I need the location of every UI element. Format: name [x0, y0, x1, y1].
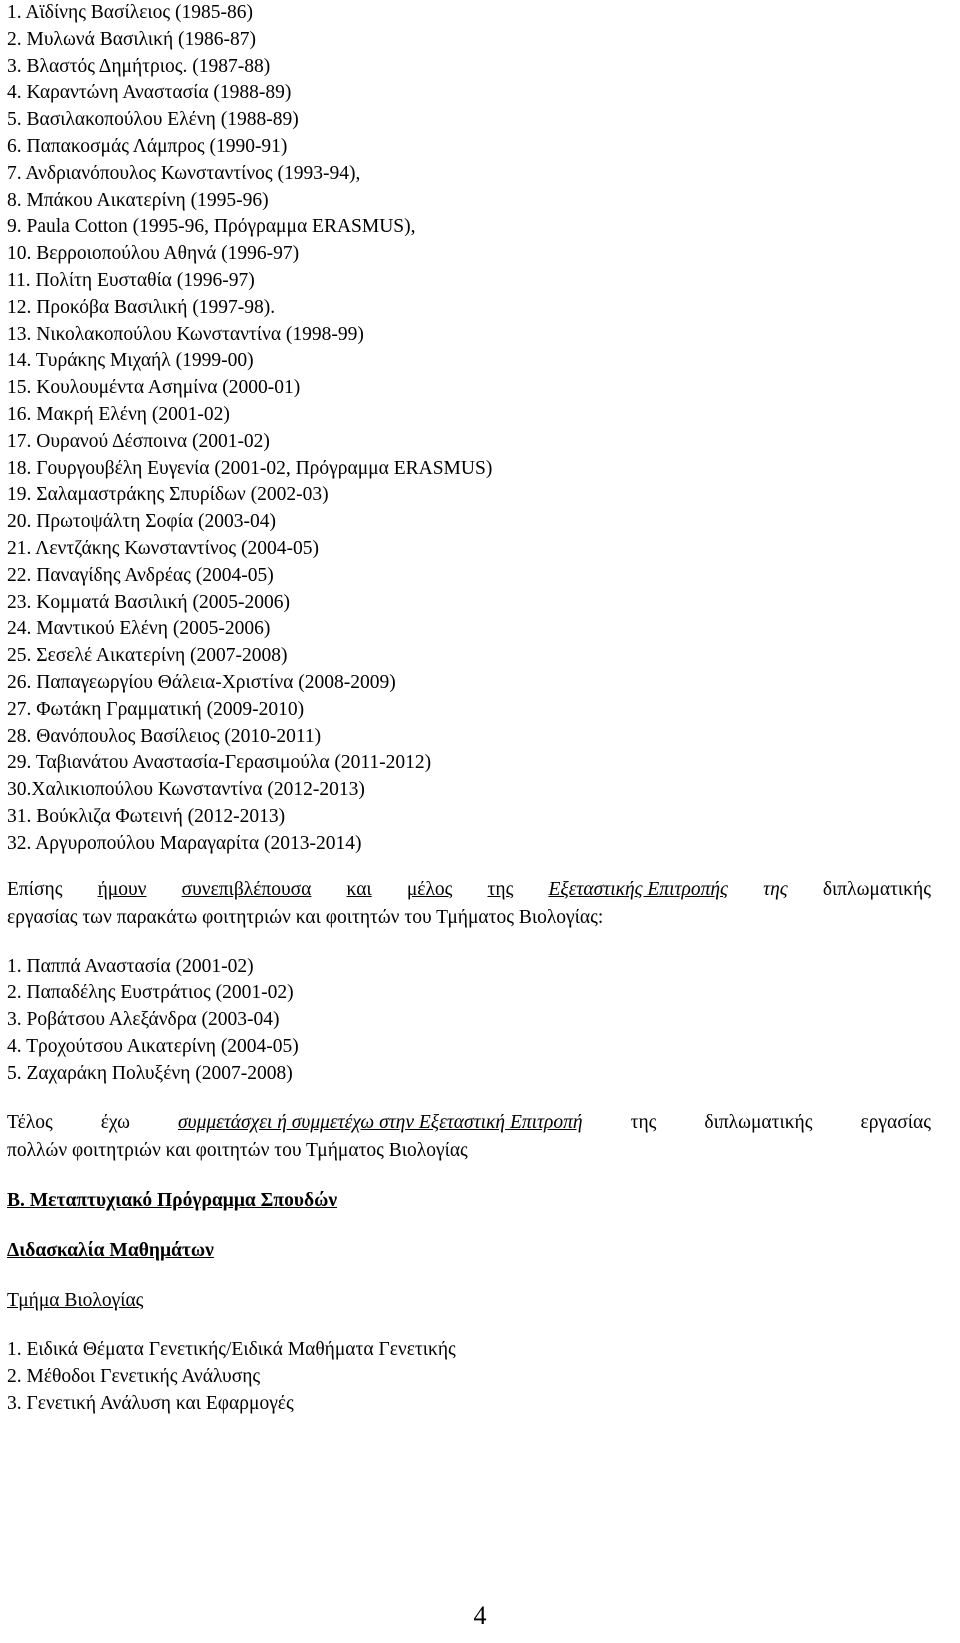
- list-item: 5. Ζαχαράκη Πολυξένη (2007-2008): [7, 1062, 293, 1084]
- list-item: 4. Καραντώνη Αναστασία (1988-89): [7, 82, 292, 104]
- list-item: 11. Πολίτη Ευσταθία (1996-97): [7, 269, 255, 291]
- list-item: 6. Παπακοσμάς Λάμπρος (1990-91): [7, 135, 288, 157]
- list-item: 14. Τυράκης Μιχαήλ (1999-00): [7, 350, 254, 372]
- list-item: 4. Τροχούτσου Αικατερίνη (2004-05): [7, 1035, 299, 1057]
- list-item: 29. Ταβιανάτου Αναστασία-Γερασιμούλα (2011-2012): [7, 752, 432, 774]
- list-item: 20. Πρωτοψάλτη Σοφία (2003-04): [7, 511, 276, 533]
- teaching-heading: Διδασκαλία Μαθημάτων: [7, 1240, 214, 1262]
- supervised-theses-list: [7, 0, 953, 858]
- list-item: 1. Παππά Αναστασία (2001-02): [7, 955, 254, 977]
- list-item: 2. Παπαδέλης Ευστράτιος (2001-02): [7, 982, 294, 1004]
- list-item: 25. Σεσελέ Αικατερίνη (2007-2008): [7, 645, 288, 667]
- page-number: 4: [473, 1601, 487, 1630]
- list-item: 30.Χαλικιοπούλου Κωνσταντίνα (2012-2013): [7, 779, 365, 801]
- list-item: 8. Μπάκου Αικατερίνη (1995-96): [7, 189, 269, 211]
- list-item: 26. Παπαγεωργίου Θάλεια-Χριστίνα (2008-2009): [7, 671, 396, 693]
- list-item: 13. Νικολακοπούλου Κωνσταντίνα (1998-99): [7, 323, 364, 345]
- courses-list: [7, 1337, 953, 1417]
- co-supervised-theses-list: [7, 954, 953, 1088]
- section-b-heading: Β. Μεταπτυχιακό Πρόγραμμα Σπουδών: [7, 1190, 338, 1212]
- list-item: 3. Ροβάτσου Αλεξάνδρα (2003-04): [7, 1009, 280, 1031]
- list-item: 12. Προκόβα Βασιλική (1997-98).: [7, 296, 276, 318]
- list-item: 27. Φωτάκη Γραμματική (2009-2010): [7, 698, 305, 720]
- list-item: 10. Βερροιοπούλου Αθηνά (1996-97): [7, 243, 300, 265]
- document-page: [7, 0, 953, 1418]
- list-item: 15. Κουλουμέντα Ασημίνα (2000-01): [7, 377, 301, 399]
- list-item: 3. Βλαστός Δημήτριος. (1987-88): [7, 55, 271, 77]
- list-item: 1. Αϊδίνης Βασίλειος (1985-86): [7, 2, 253, 23]
- co-supervision-paragraph: Επίσης ήμουν συνεπιβλέπουσα και μέλος της Εξεταστικής Επιτροπής της διπλωματικής εργασίας των παρακάτω φοιτητριών και φοιτητών του Τμήματος Βιολογίας:: [7, 878, 931, 928]
- list-item: 21. Λεντζάκης Κωνσταντίνος (2004-05): [7, 537, 319, 559]
- examination-committee-paragraph: Τέλος έχω συμμετάσχει ή συμμετέχω στην Εξεταστική Επιτροπή της διπλωματικής εργασίας πολλών φοιτητριών και φοιτητών του Τμήματος Βιολογίας: [7, 1112, 931, 1162]
- list-item: 17. Ουρανού Δέσποινα (2001-02): [7, 430, 270, 452]
- list-item: 31. Βούκλιζα Φωτεινή (2012-2013): [7, 805, 286, 827]
- department-heading: Τμήμα Βιολογίας: [7, 1290, 144, 1312]
- list-item: 16. Μακρή Ελένη (2001-02): [7, 403, 230, 425]
- list-item: 28. Θανόπουλος Βασίλειος (2010-2011): [7, 725, 322, 747]
- course-item: 2. Μέθοδοι Γενετικής Ανάλυσης: [7, 1366, 261, 1388]
- list-item: 2. Μυλωνά Βασιλική (1986-87): [7, 28, 257, 50]
- list-item: 22. Παναγίδης Ανδρέας (2004-05): [7, 564, 274, 586]
- course-item: 1. Ειδικά Θέματα Γενετικής/Ειδικά Μαθήματα Γενετικής: [7, 1339, 456, 1361]
- list-item: 24. Μαντικού Ελένη (2005-2006): [7, 618, 271, 640]
- list-item: 7. Ανδριανόπουλος Κωνσταντίνος (1993-94),: [7, 162, 361, 184]
- list-item: 19. Σαλαμαστράκης Σπυρίδων (2002-03): [7, 484, 329, 506]
- course-item: 3. Γενετική Ανάλυση και Εφαρμογές: [7, 1393, 294, 1415]
- list-item: 9. Paula Cotton (1995-96, Πρόγραμμα ERASMUS),: [7, 216, 416, 238]
- list-item: 5. Βασιλακοπούλου Ελένη (1988-89): [7, 109, 299, 131]
- list-item: 23. Κομματά Βασιλική (2005-2006): [7, 591, 290, 613]
- list-item: 18. Γουργουβέλη Ευγενία (2001-02, Πρόγραμμα ERASMUS): [7, 457, 493, 479]
- list-item: 32. Αργυροπούλου Μαραγαρίτα (2013-2014): [7, 832, 362, 854]
